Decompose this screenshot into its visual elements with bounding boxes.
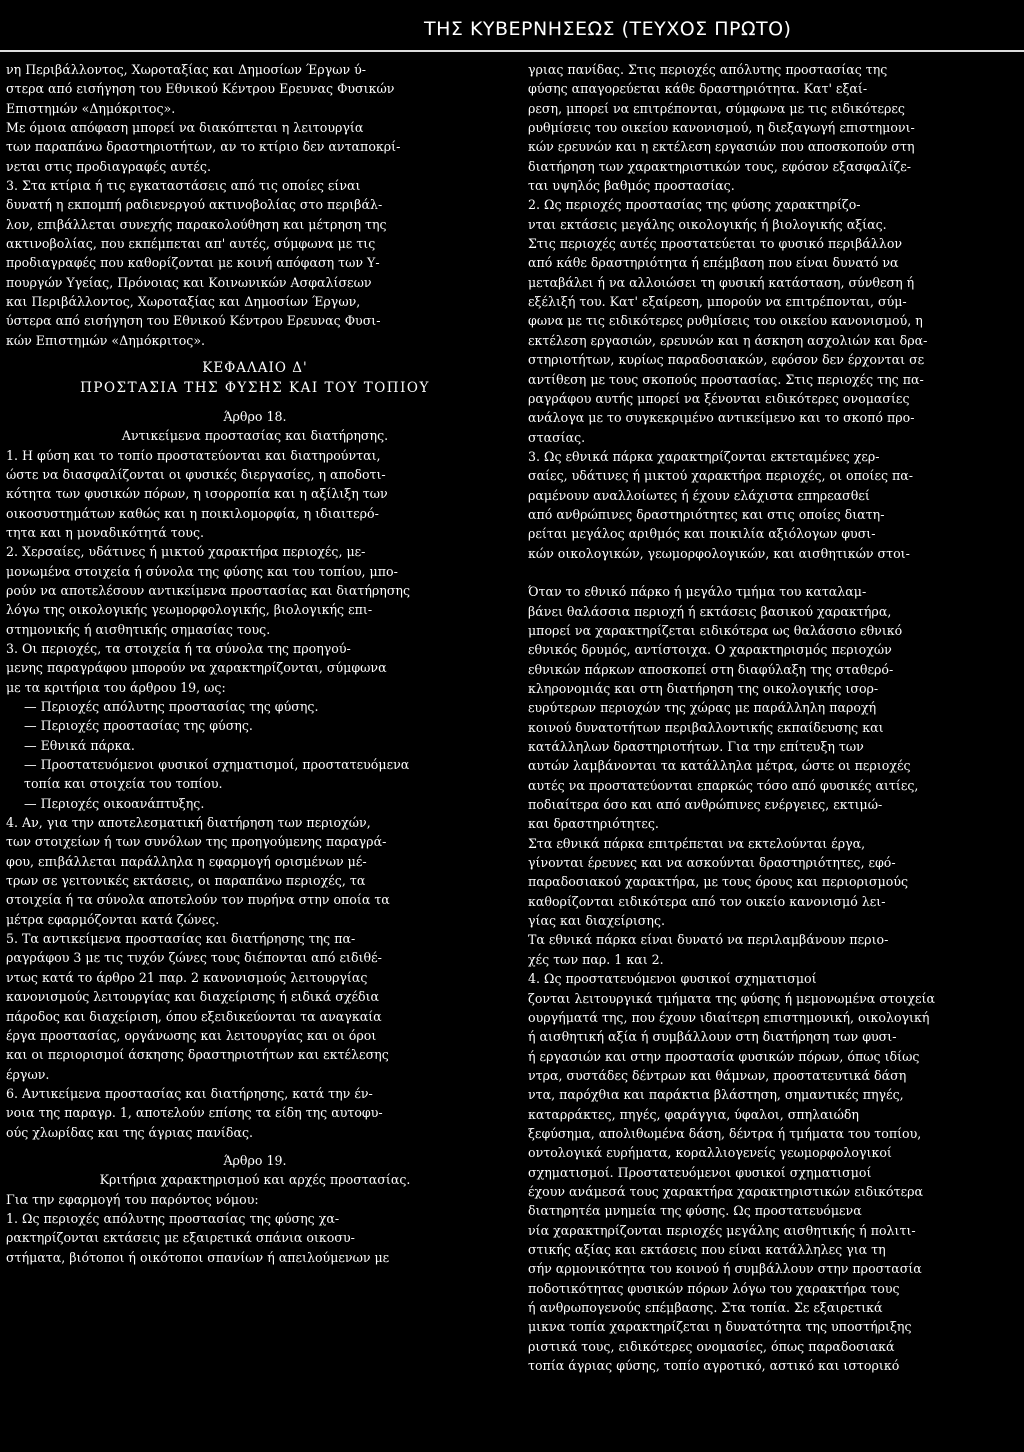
- text-line: 3. Ως εθνικά πάρκα χαρακτηρίζονται εκτεταμένες χερ-: [528, 448, 880, 464]
- text-line: ται υψηλός βαθμός προστασίας.: [528, 178, 735, 194]
- text-line: 3. Οι περιοχές, τα στοιχεία ή τα σύνολα της προηγού-: [6, 640, 351, 656]
- text-line: ρεση, μπορεί να επιτρέπονται, σύμφωνα με τις ειδικότερες: [528, 100, 905, 116]
- text-line: μονωμένα στοιχεία ή σύνολα της φύσης και του τοπίου, μπο-: [6, 563, 398, 579]
- text-line: 2. Χερσαίες, υδάτινες ή μικτού χαρακτήρα περιοχές, με-: [6, 544, 366, 560]
- text-line: χές των παρ. 1 και 2.: [528, 951, 664, 967]
- text-line: ζονται λειτουργικά τμήματα της φύσης ή μεμονωμένα στοιχεία: [528, 990, 935, 1006]
- text-line: ακτινοβολίας, που εκπέμπεται απ' αυτές, σύμφωνα με τις: [6, 236, 376, 252]
- text-line: οικοσυστημάτων καθώς και η ποικιλομορφία, η ιδιαιτερό-: [6, 505, 379, 521]
- text-line: 3. Στα κτίρια ή τις εγκαταστάσεις από τις οποίες είναι: [6, 178, 361, 194]
- text-line: 4. Αν, για την αποτελεσματική διατήρηση των περιοχών,: [6, 815, 371, 831]
- text-line: πάροδος και διαχείριση, όπου εξειδικεύονται τα αναγκαία: [6, 1008, 382, 1024]
- text-line: Για την εφαρμογή του παρόντος νόμου:: [6, 1191, 259, 1207]
- text-line: κών Επιστημών «Δημόκριτος».: [6, 332, 206, 348]
- text-line: εκτέλεση εργασιών, ερευνών και η άσκηση ασχολιών και δρα-: [528, 332, 928, 348]
- article-19-heading: Άρθρο 19.: [223, 1152, 287, 1168]
- text-line: ή αισθητική αξία ή συμβάλλουν στη διατήρηση των φυσι-: [528, 1029, 897, 1045]
- text-line: κληρονομιάς και στη διατήρηση της οικολογικής ισορ-: [528, 681, 879, 696]
- list-item: — Περιοχές οικοανάπτυξης.: [24, 795, 205, 811]
- right-column: [528, 60, 1020, 1375]
- text-line: ντα, παρόχθια και παράκτια βλάστηση, σημαντικές πηγές,: [528, 1087, 904, 1103]
- text-line: στηριοτήτων, κυρίως παραδοσιακών, εφόσον δεν έρχονται σε: [528, 352, 925, 368]
- text-line: τητα και η μοναδικότητά τους.: [6, 524, 205, 540]
- left-text-block-1: [6, 60, 504, 350]
- text-line: [528, 563, 1020, 582]
- text-line: διατηρητέα μνημεία της φύσης. Ως προστατευόμενα: [528, 1203, 862, 1219]
- text-line: στασίας.: [528, 429, 586, 445]
- text-line: διατήρηση των χαρακτηριστικών τους, εφόσον εξασφαλίζε-: [528, 158, 912, 174]
- text-line: ανάλογα με το συγκεκριμένο αντικείμενο και το σκοπό προ-: [528, 410, 915, 426]
- text-line: παραδοσιακού χαρακτήρα, με τους όρους και περιορισμούς: [528, 874, 909, 890]
- text-line: φωνα με τις ειδικότερες ρυθμίσεις του οικείου κανονισμού, η: [528, 313, 923, 329]
- text-line: μεταβάλει ή να αλλοιώσει τη φυσική κατάσταση, σύνθεση ή: [528, 274, 915, 290]
- text-line: των παραπάνω δραστηριοτήτων, αν το κτίριο δεν ανταποκρί-: [6, 139, 401, 155]
- text-line: σήν αρμονικότητα του κοινού ή συμβάλλουν στην προστασία: [528, 1261, 922, 1277]
- list-item: τοπία και στοιχεία του τοπίου.: [24, 776, 223, 792]
- text-line: και οι περιορισμοί άσκησης δραστηριοτήτων και εκτέλεσης: [6, 1047, 389, 1063]
- text-line: ντως κατά το άρθρο 21 παρ. 2 κανονισμούς λειτουργίας: [6, 969, 368, 985]
- text-line: αυτές να προστατεύονται επαρκώς τόσο από φυσικές αιτίες,: [528, 777, 919, 793]
- text-line: ρακτηρίζονται εκτάσεις με εξαιρετικά σπάνια οικοσυ-: [6, 1230, 355, 1246]
- left-column: [6, 60, 504, 1267]
- text-line: σαίες, υδάτινες ή μικτού χαρακτήρα περιοχές, οι οποίες πα-: [528, 468, 914, 484]
- text-line: ραμένουν αναλλοίωτες ή έχουν ελάχιστα επηρεασθεί: [528, 487, 870, 503]
- text-line: οντολογικά ευρήματα, κοραλλιογενείς γεωμορφολογικοί: [528, 1145, 892, 1161]
- text-line: με τα κριτήρια του άρθρου 19, ως:: [6, 679, 226, 695]
- text-line: 1. Ως περιοχές απόλυτης προστασίας της φύσης χα-: [6, 1210, 340, 1226]
- list-item: — Περιοχές προστασίας της φύσης.: [24, 718, 253, 734]
- text-line: σχηματισμοί. Προστατευόμενοι φυσικοί σχηματισμοί: [528, 1164, 872, 1180]
- text-line: κών ερευνών και η εκτέλεση εργασιών που αποσκοπούν στη: [528, 139, 915, 155]
- text-line: στήματα, βιότοποι ή οικότοποι σπανίων ή απειλούμενων με: [6, 1249, 390, 1265]
- text-line: ύστερα από εισήγηση του Εθνικού Κέντρου Ερευνας Φυσι-: [6, 313, 381, 329]
- text-line: ριστικά τους, ειδικότερες ονομασίες, όπως παραδοσιακά: [528, 1338, 895, 1354]
- text-line: Τα εθνικά πάρκα είναι δυνατό να περιλαμβάνουν περιο-: [528, 932, 889, 948]
- text-line: από κάθε δραστηριότητα ή επέμβαση που είναι δυνατό να: [528, 255, 899, 271]
- text-line: δυνατή η εκπομπή ραδιενεργού ακτινοβολίας στο περιβάλ-: [6, 197, 383, 213]
- text-line: ώστε να διασφαλίζονται οι φυσικές διεργασίες, η αποδοτι-: [6, 466, 386, 482]
- left-text-block-3: [6, 813, 504, 1142]
- text-line: καθορίζονται ειδικότερα από τον οικείο κανονισμό λει-: [528, 893, 886, 909]
- chapter-title: ΚΕΦΑΛΑΙΟ Δ': [202, 360, 308, 377]
- text-line: Όταν το εθνικό πάρκο ή μεγάλο τμήμα του καταλαμ-: [528, 584, 867, 600]
- text-line: ρούν να αποτελέσουν αντικείμενα προστασίας και διατήρησης: [6, 582, 411, 598]
- text-line: 4. Ως προστατευόμενοι φυσικοί σχηματισμοί: [528, 971, 817, 987]
- text-line: ή εργασιών και στην προστασία φυσικών πόρων, όπως ιδίως: [528, 1048, 920, 1064]
- text-line: νοια της παραγρ. 1, αποτελούν επίσης τα είδη της αυτοφυ-: [6, 1105, 383, 1121]
- text-line: νεται στις προδιαγραφές αυτές.: [6, 158, 211, 174]
- text-line: μικνα τοπία χαρακτηρίζεται η δυνατότητα της υποστήριξης: [528, 1319, 912, 1335]
- text-line: Με όμοια απόφαση μπορεί να διακόπτεται η λειτουργία: [6, 120, 364, 136]
- text-line: κότητα των φυσικών πόρων, η ισορροπία και η αξίλιξη των: [6, 486, 388, 502]
- text-line: τοπία άγριας φύσης, τοπίο αγροτικό, αστικό και ιστορικό: [528, 1358, 900, 1374]
- text-line: καταρράκτες, πηγές, φαράγγια, ύφαλοι, σπηλαιώδη: [528, 1106, 859, 1122]
- text-line: εθνικών πάρκων αποσκοπεί στη διαφύλαξη της σταθερό-: [528, 661, 894, 677]
- text-line: ραγράφου 3 με τις τυχόν ζώνες τους διέπονται από ειδιθέ-: [6, 950, 382, 966]
- header-rule: [0, 50, 1024, 52]
- text-line: έργων.: [6, 1066, 50, 1082]
- text-line: τρων σε γειτονικές εκτάσεις, οι παραπάνω περιοχές, τα: [6, 873, 366, 889]
- left-text-block-4: [6, 1190, 504, 1267]
- text-line: Στις περιοχές αυτές προστατεύεται το φυσικό περιβάλλον: [528, 236, 903, 252]
- article-19-title: Κριτήρια χαρακτηρισμού και αρχές προστασίας.: [99, 1172, 411, 1188]
- text-line: μέτρα εφαρμόζονται κατά ζώνες.: [6, 911, 220, 927]
- text-line: φύσης απαγορεύεται κάθε δραστηριότητα. Κατ' εξαί-: [528, 81, 868, 97]
- text-line: νία χαρακτηρίζονται περιοχές μεγάλης αισθητικής ή πολιτι-: [528, 1222, 916, 1238]
- text-line: ευρύτερων περιοχών της χώρας με παράλληλη παροχή: [528, 700, 877, 716]
- text-line: στοιχεία ή τα σύνολα αποτελούν τον πυρήνα στην οποία τα: [6, 892, 390, 908]
- text-line: και δραστηριότητες.: [528, 816, 659, 832]
- text-line: στερα από εισήγηση του Εθνικού Κέντρου Ερευνας Φυσικών: [6, 81, 395, 97]
- text-line: Επιστημών «Δημόκριτος».: [6, 100, 176, 116]
- list-item: — Προστατευόμενοι φυσικοί σχηματισμοί, προστατευόμενα: [24, 757, 410, 773]
- text-line: μενης παραγράφου μπορούν να χαρακτηρίζονται, σύμφωνα: [6, 660, 387, 676]
- text-line: λόγω της οικολογικής γεωμορφολογικής, βιολογικής επι-: [6, 602, 373, 618]
- text-line: και Περιβάλλοντος, Χωροταξίας και Δημοσίων Έργων,: [6, 294, 361, 310]
- classification-list: [6, 697, 504, 813]
- right-text-block: [528, 60, 1020, 1375]
- text-line: νται εκτάσεις μεγάλης οικολογικής ή βιολογικής αξίας.: [528, 216, 887, 232]
- text-line: εθνικός δρυμός, αντίστοιχα. Ο χαρακτηρισμός περιοχών: [528, 642, 892, 658]
- text-line: γριας πανίδας. Στις περιοχές απόλυτης προστασίας της: [528, 62, 888, 77]
- text-line: 5. Τα αντικείμενα προστασίας και διατήρησης της πα-: [6, 931, 356, 947]
- text-line: ούς χλωρίδας και της άγριας πανίδας.: [6, 1124, 253, 1140]
- text-line: ουργήματά της, που έχουν ιδιαίτερη επιστημονική, οικολογική: [528, 1009, 930, 1025]
- text-line: ραγράφου αυτής μπορεί να ξένονται ειδικότερες ονομασίες: [528, 390, 910, 406]
- text-line: κανονισμούς λειτουργίας και διαχείρισης ή ειδικά σχέδια: [6, 989, 380, 1005]
- text-line: από ανθρώπινες δραστηριότητες και στις οποίες διατη-: [528, 506, 885, 522]
- text-line: Στα εθνικά πάρκα επιτρέπεται να εκτελούνται έργα,: [528, 835, 866, 851]
- text-line: λον, επιβάλλεται συνεχής παρακολούθηση και μέτρηση της: [6, 216, 387, 232]
- page-header-title: ΤΗΣ ΚΥΒΕΡΝΗΣΕΩΣ (ΤΕΥΧΟΣ ΠΡΩΤΟ): [424, 18, 792, 40]
- text-line: ρυθμίσεις του οικείου κανονισμού, η διεξαγωγή επιστημονι-: [528, 120, 915, 136]
- text-line: γίνονται έρευνες και να ασκούνται δραστηριότητες, εφό-: [528, 855, 896, 871]
- text-line: φου, επιβάλλεται παράλληλα η εφαρμογή ορισμένων μέ-: [6, 853, 367, 869]
- text-line: εξέλιξή του. Κατ' εξαίρεση, μπορούν να επιτρέπονται, σύμ-: [528, 294, 907, 310]
- text-line: κοινού δυνατοτήτων περιβαλλοντικής εκπαίδευσης και: [528, 719, 884, 735]
- text-line: μπορεί να χαρακτηρίζεται ειδικότερα ως θαλάσσιο εθνικό: [528, 622, 903, 638]
- text-line: 1. Η φύση και το τοπίο προστατεύονται και διατηρούνται,: [6, 447, 381, 463]
- text-line: έχουν ανάμεσά τους χαρακτήρα χαρακτηριστικών ειδικότερα: [528, 1183, 924, 1199]
- text-line: κατάλληλων δραστηριοτήτων. Για την επίτευξη των: [528, 739, 864, 755]
- text-line: ντρα, συστάδες δέντρων και θάμνων, προστατευτικά δάση: [528, 1067, 907, 1083]
- list-item: — Εθνικά πάρκα.: [24, 737, 135, 753]
- text-line: ή ανθρωπογενούς επέμβασης. Στα τοπία. Σε εξαιρετικά: [528, 1300, 883, 1315]
- text-line: 2. Ως περιοχές προστασίας της φύσης χαρακτηρίζο-: [528, 197, 861, 213]
- text-line: έργα προστασίας, οργάνωσης και λειτουργίας και οι όροι: [6, 1027, 377, 1043]
- article-18-title: Αντικείμενα προστασίας και διατήρησης.: [121, 428, 389, 444]
- text-line: ξεφύσημα, απολιθωμένα δάση, δέντρα ή τμήματα του τοπίου,: [528, 1125, 922, 1141]
- text-line: στικής αξίας και εκτάσεις που είναι κατάλληλες για τη: [528, 1241, 886, 1257]
- text-line: βάνει θαλάσσια περιοχή ή εκτάσεις βασικού χαρακτήρα,: [528, 603, 892, 619]
- text-line: ρείται μεγάλος αριθμός και ποικιλία αξιόλογων φυσι-: [528, 526, 876, 542]
- text-line: των στοιχείων ή των συνόλων της προηγούμενης παραγρά-: [6, 834, 387, 850]
- text-line: νη Περιβάλλοντος, Χωροταξίας και Δημοσίων Έργων ύ-: [6, 62, 367, 77]
- text-line: κών οικολογικών, γεωμορφολογικών, και αισθητικών στοι-: [528, 545, 910, 561]
- text-line: ποδιαίτερα όσο και από ανθρώπινες ενέργειες, εκτιμώ-: [528, 797, 883, 813]
- text-line: αντίθεση με τους σκοπούς προστασίας. Στις περιοχές της πα-: [528, 371, 924, 387]
- text-line: αυτών λαμβάνονται τα κατάλληλα μέτρα, ώστε οι περιοχές: [528, 758, 911, 774]
- text-line: στημονικής ή αισθητικής σημασίας τους.: [6, 621, 271, 637]
- text-line: προδιαγραφές που καθορίζονται με κοινή απόφαση των Υ-: [6, 255, 380, 271]
- text-line: πουργών Υγείας, Πρόνοιας και Κοινωνικών Ασφαλίσεων: [6, 274, 372, 290]
- text-line: ποδοτικότητας φυσικών πόρων λόγω του χαρακτήρα τους: [528, 1280, 900, 1296]
- left-text-block-2: [6, 446, 504, 697]
- chapter-subtitle: ΠΡΟΣΤΑΣΙΑ ΤΗΣ ΦΥΣΗΣ ΚΑΙ ΤΟΥ ΤΟΠΙΟΥ: [80, 379, 430, 396]
- text-line: γίας και διαχείρισης.: [528, 913, 666, 929]
- text-line: 6. Αντικείμενα προστασίας και διατήρησης, κατά την έν-: [6, 1085, 373, 1101]
- list-item: — Περιοχές απόλυτης προστασίας της φύσης.: [24, 699, 319, 714]
- article-18-heading: Άρθρο 18.: [223, 408, 287, 424]
